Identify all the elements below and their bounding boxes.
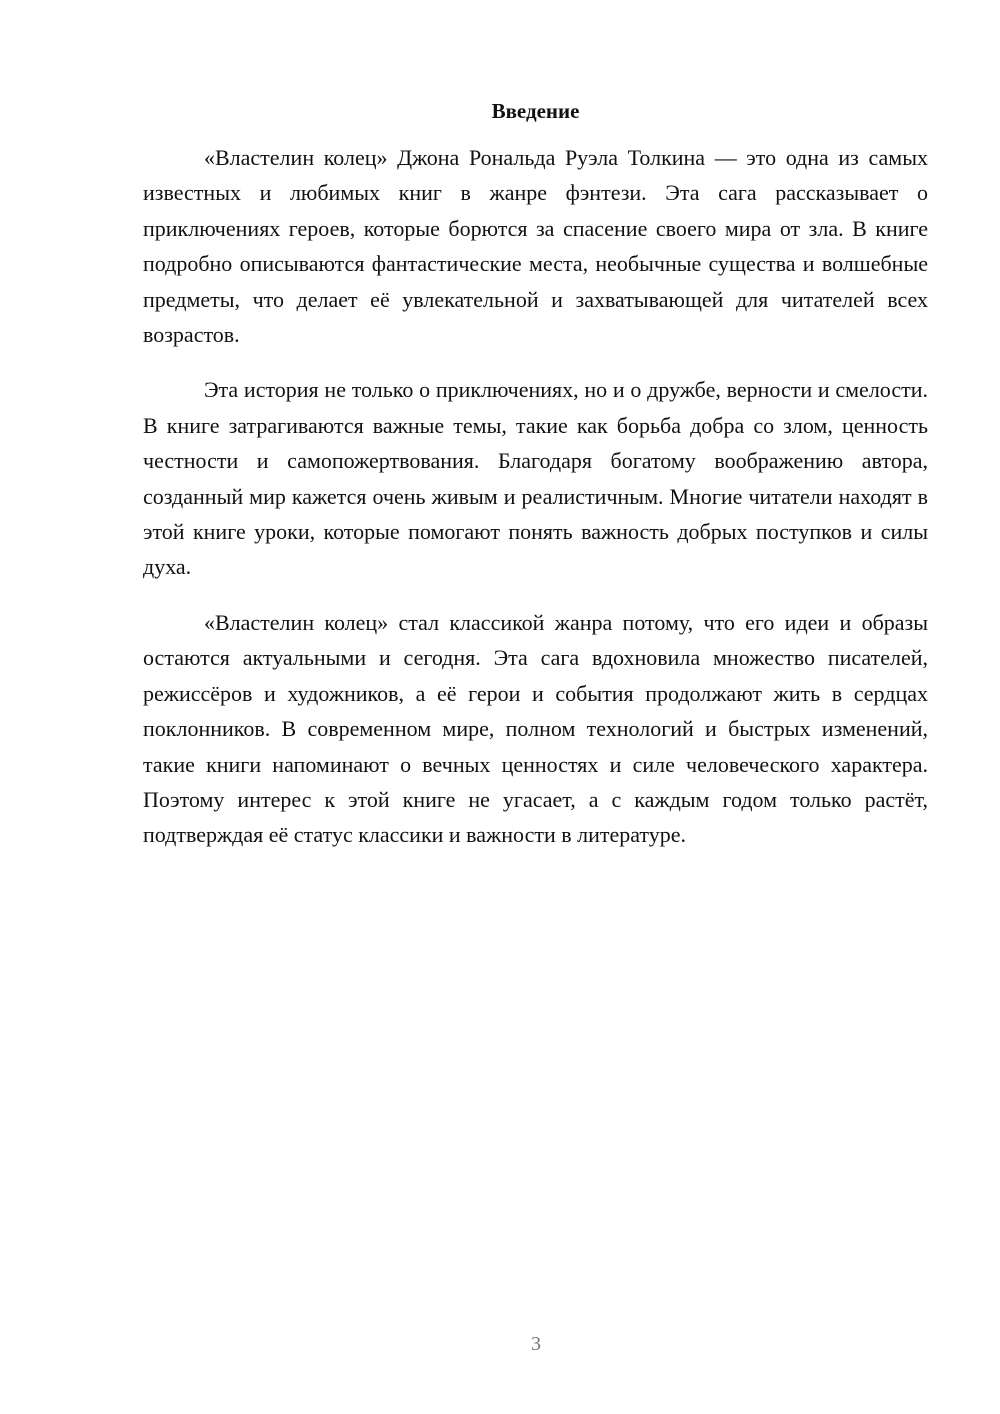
page-number: 3	[531, 1333, 541, 1355]
paragraph-3: «Властелин колец» стал классикой жанра потому, что его идеи и образы остаются актуальными и сегодня. Эта сага вдохновила множество писателей, режиссёров и художников, а её герои и события продолжают жить в сердцах поклонников. В современном мире, полном технологий и быстрых изменений, такие книги напоминают о вечных ценностях и силе человеческого характера. Поэтому интерес к этой книге не угасает, а с каждым годом только растёт, подтверждая её статус классики и важности в литературе.	[143, 609, 928, 848]
paragraph-2: Эта история не только о приключениях, но и о дружбе, верности и смелости. В книге затрагиваются важные темы, такие как борьба добра со злом, ценность честности и самопожертвования. Благодаря богатому воображению автора, созданный мир кажется очень живым и реалистичным. Многие читатели находят в этой книге уроки, которые помогают понять важность добрых поступков и силы духа.	[143, 377, 928, 580]
section-title: Введение	[491, 99, 580, 123]
page-content	[143, 96, 928, 873]
paragraph-1: «Властелин колец» Джона Рональда Руэла Толкина — это одна из самых известных и любимых книг в жанре фэнтези. Эта сага рассказывает о приключениях героев, которые борются за спасение своего мира от зла. В книге подробно описываются фантастические места, необычные существа и волшебные предметы, что делает её увлекательной и захватывающей для читателей всех возрастов.	[143, 145, 928, 348]
